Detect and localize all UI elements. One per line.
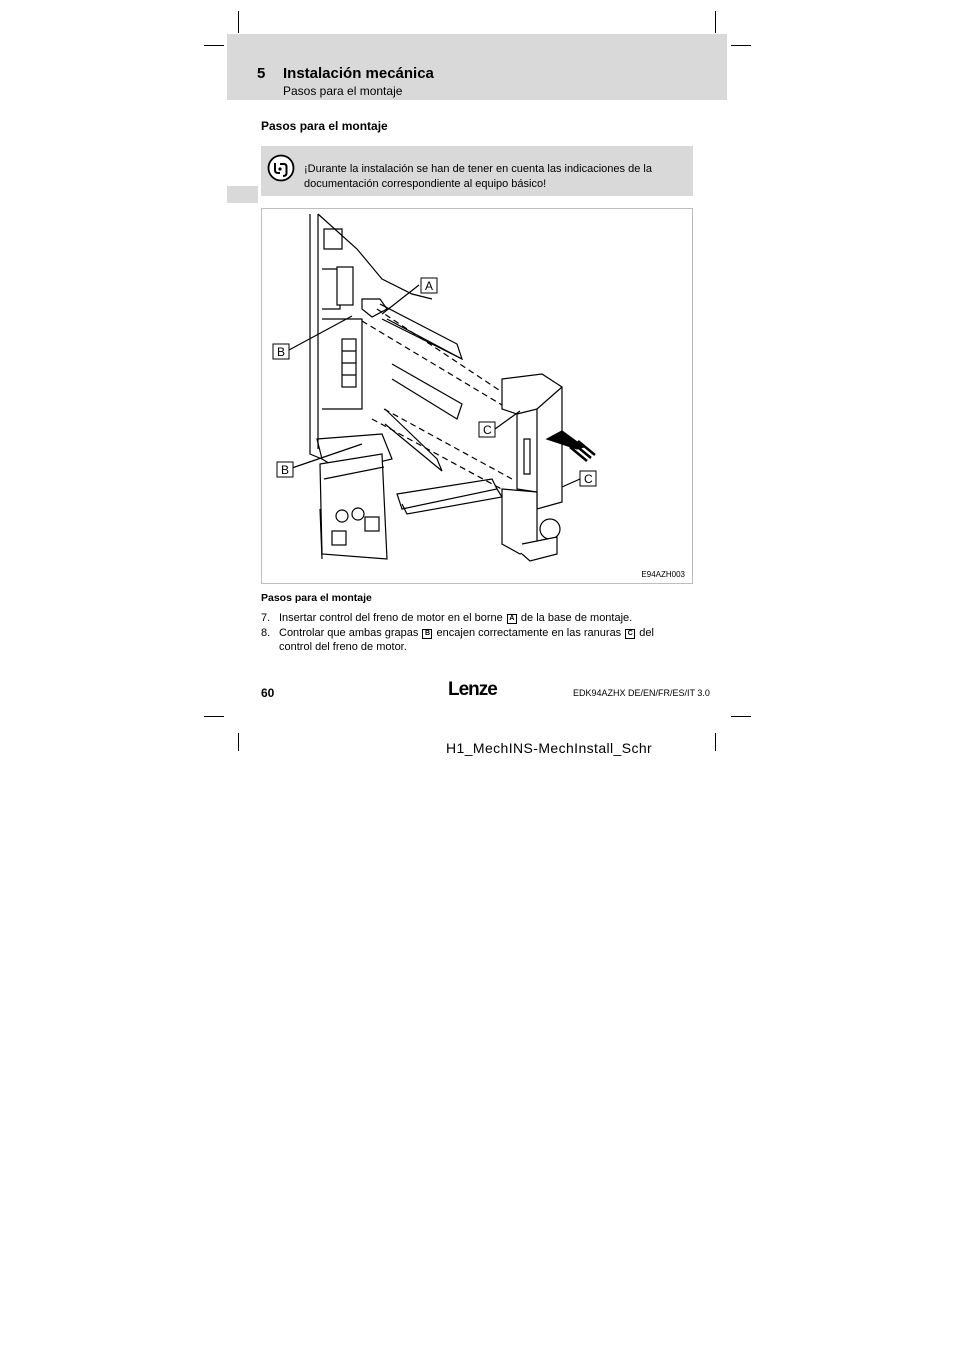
key-box: A — [507, 614, 517, 624]
lenze-logo: Lenze — [448, 679, 497, 700]
file-label: H1_MechINS-MechInstall_Schr — [446, 740, 653, 756]
chapter-subtitle: Pasos para el montaje — [283, 84, 403, 98]
crop-mark — [204, 716, 224, 717]
section-heading: Pasos para el montaje — [261, 119, 388, 133]
step-number: 8. — [261, 627, 271, 639]
crop-mark — [204, 45, 224, 46]
callout-label: C — [483, 423, 492, 437]
figure-caption: Pasos para el montaje — [261, 592, 372, 604]
note-box — [261, 146, 693, 196]
document-code: EDK94AZHX DE/EN/FR/ES/IT 3.0 — [573, 688, 710, 698]
hand-note-icon — [267, 154, 295, 182]
chapter-title: Instalación mecánica — [283, 65, 434, 82]
assembly-drawing — [262, 209, 692, 583]
key-box: B — [422, 629, 432, 639]
assembly-figure — [261, 208, 693, 584]
side-tab — [227, 186, 258, 203]
note-text: ¡Durante la instalación se han de tener en cuenta las indicaciones de la documentación correspondiente al equipo básico! — [304, 163, 652, 190]
step-number: 7. — [261, 612, 271, 624]
crop-mark — [731, 45, 751, 46]
step-text: Controlar que ambas grapas B encajen correctamente en las ranuras C del control del freno de motor. — [279, 627, 654, 653]
crop-mark — [238, 11, 239, 33]
key-box: C — [625, 629, 635, 639]
chapter-number: 5 — [257, 65, 266, 82]
page-number: 60 — [261, 686, 275, 700]
crop-mark — [715, 11, 716, 33]
callout-label: B — [277, 345, 286, 359]
step-text: Insertar control del freno de motor en el borne A de la base de montaje. — [279, 612, 633, 624]
crop-mark — [715, 733, 716, 751]
callout-label: B — [281, 463, 290, 477]
callout-label: C — [584, 472, 593, 486]
crop-mark — [238, 733, 239, 751]
crop-mark — [731, 716, 751, 717]
callout-label: A — [425, 279, 434, 293]
figure-code: E94AZH003 — [641, 570, 685, 579]
